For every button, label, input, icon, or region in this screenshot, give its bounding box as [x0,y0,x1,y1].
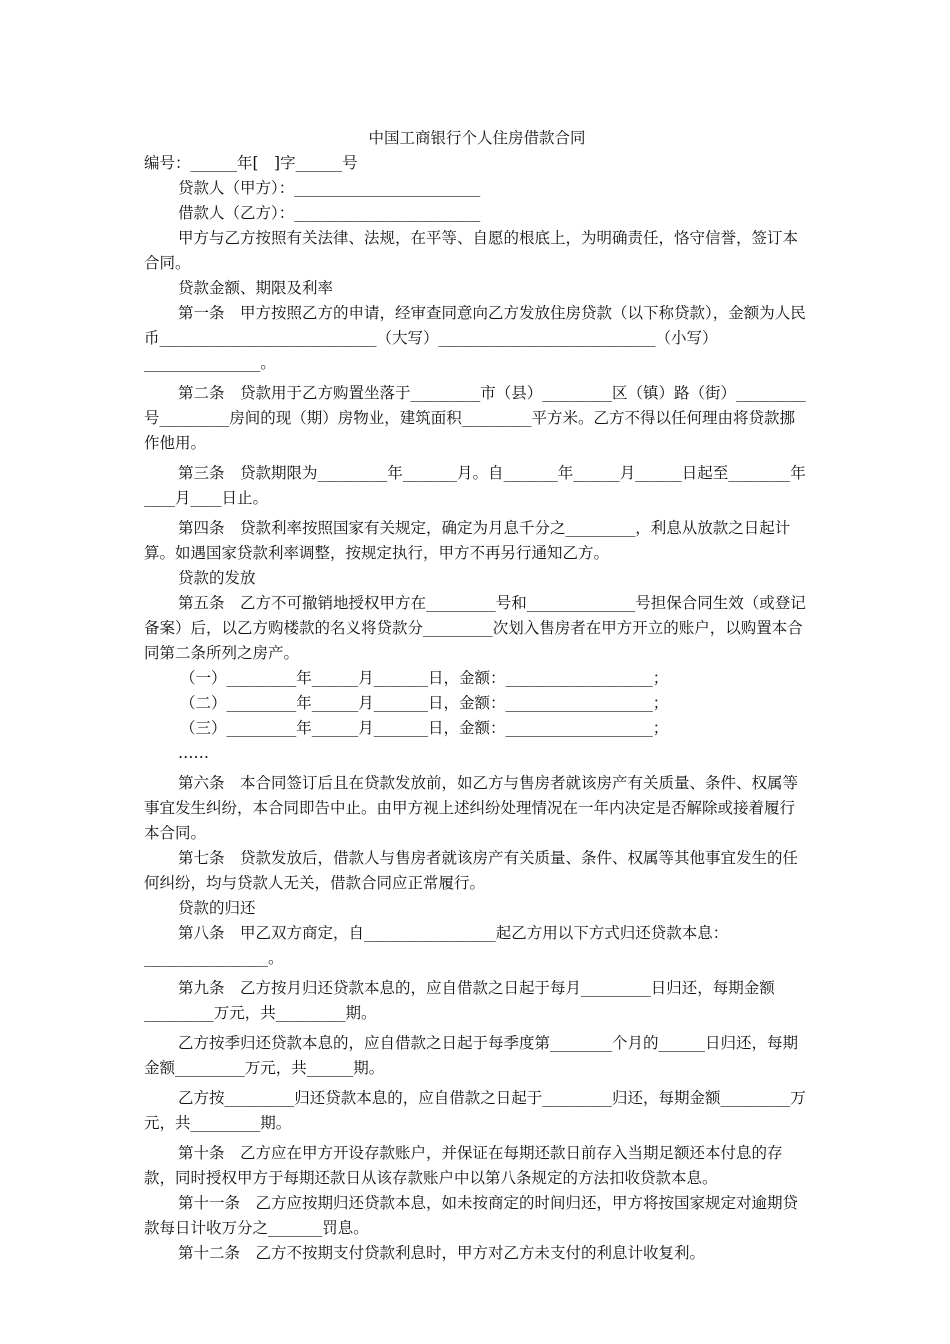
payment-line-1: （一）_________年______月_______日，金额：___________________； [180,669,669,687]
article-9-other: 乙方按_________归还贷款本息的，应自借款之日起于_________归还，每期金额_________万元，共_________期。 [144,1089,806,1132]
article-9: 第九条 乙方按月归还贷款本息的，应自借款之日起于每月_________日归还，每期金额_________万元，共_________期。 [144,979,775,1022]
section-heading-repayment: 贷款的归还 [178,899,256,917]
section-heading-disbursement: 贷款的发放 [178,569,256,587]
contract-page [144,126,810,1266]
article-10: 第十条 乙方应在甲方开设存款账户，并保证在每期还款日前存入当期足额还本付息的存款，同时授权甲方于每期还款日从该存款账户中以第八条规定的方法扣收贷款本息。 [144,1144,783,1187]
article-8: 第八条 甲乙双方商定，自_________________起乙方用以下方式归还贷款本息：________________。 [144,924,729,967]
article-9-quarterly: 乙方按季归还贷款本息的，应自借款之日起于每季度第________个月的______日归还，每期金额_________万元，共______期。 [144,1034,799,1077]
article-12: 第十二条 乙方不按期支付贷款利息时，甲方对乙方未支付的利息计收复利。 [178,1244,706,1262]
ellipsis: …… [178,744,209,762]
article-11: 第十一条 乙方应按期归还贷款本息，如未按商定的时间归还，甲方将按国家规定对逾期贷款每日计收万分之_______罚息。 [144,1194,799,1237]
document-title: 中国工商银行个人住房借款合同 [368,129,586,147]
article-7: 第七条 贷款发放后，借款人与售房者就该房产有关质量、条件、权属等其他事宜发生的任何纠纷，均与贷款人无关，借款合同应正常履行。 [144,849,799,892]
section-heading-amount: 贷款金额、期限及利率 [178,279,334,297]
borrower-line: 借款人（乙方）：________________________ [178,204,481,222]
article-4: 第四条 贷款利率按照国家有关规定，确定为月息千分之_________，利息从放款之日起计算。如遇国家贷款利率调整，按规定执行，甲方不再另行通知乙方。 [144,519,791,562]
article-3: 第三条 贷款期限为_________年_______月。自_______年______月______日起至________年____月____日止。 [144,464,806,507]
payment-line-3: （三）_________年______月_______日，金额：___________________； [180,719,669,737]
payment-line-2: （二）_________年______月_______日，金额：___________________； [180,694,669,712]
article-5: 第五条 乙方不可撤销地授权甲方在_________号和______________号担保合同生效（或登记备案）后，以乙方购楼款的名义将贷款分_________次划入售房者在甲方开立的账户，以购置本合同第二条所列之房产。 [144,594,806,662]
article-1: 第一条 甲方按照乙方的申请，经审查同意向乙方发放住房贷款（以下称贷款），金额为人民币____________________________（大写）____________________________（小写）_______________。 [144,304,806,372]
lender-line: 贷款人（甲方）：________________________ [178,179,481,197]
article-2: 第二条 贷款用于乙方购置坐落于_________市（县）_________区（镇）路（街）_________号_________房间的现（期）房物业，建筑面积_________平方米。乙方不得以任何理由将贷款挪作他用。 [144,384,806,452]
contract-number-line: 编号：______年[ ]字______号 [144,154,358,172]
intro-paragraph: 甲方与乙方按照有关法律、法规，在平等、自愿的根底上，为明确责任，恪守信誉，签订本合同。 [144,229,799,272]
article-6: 第六条 本合同签订后且在贷款发放前，如乙方与售房者就该房产有关质量、条件、权属等事宜发生纠纷，本合同即告中止。由甲方视上述纠纷处理情况在一年内决定是否解除或接着履行本合同。 [144,774,799,842]
